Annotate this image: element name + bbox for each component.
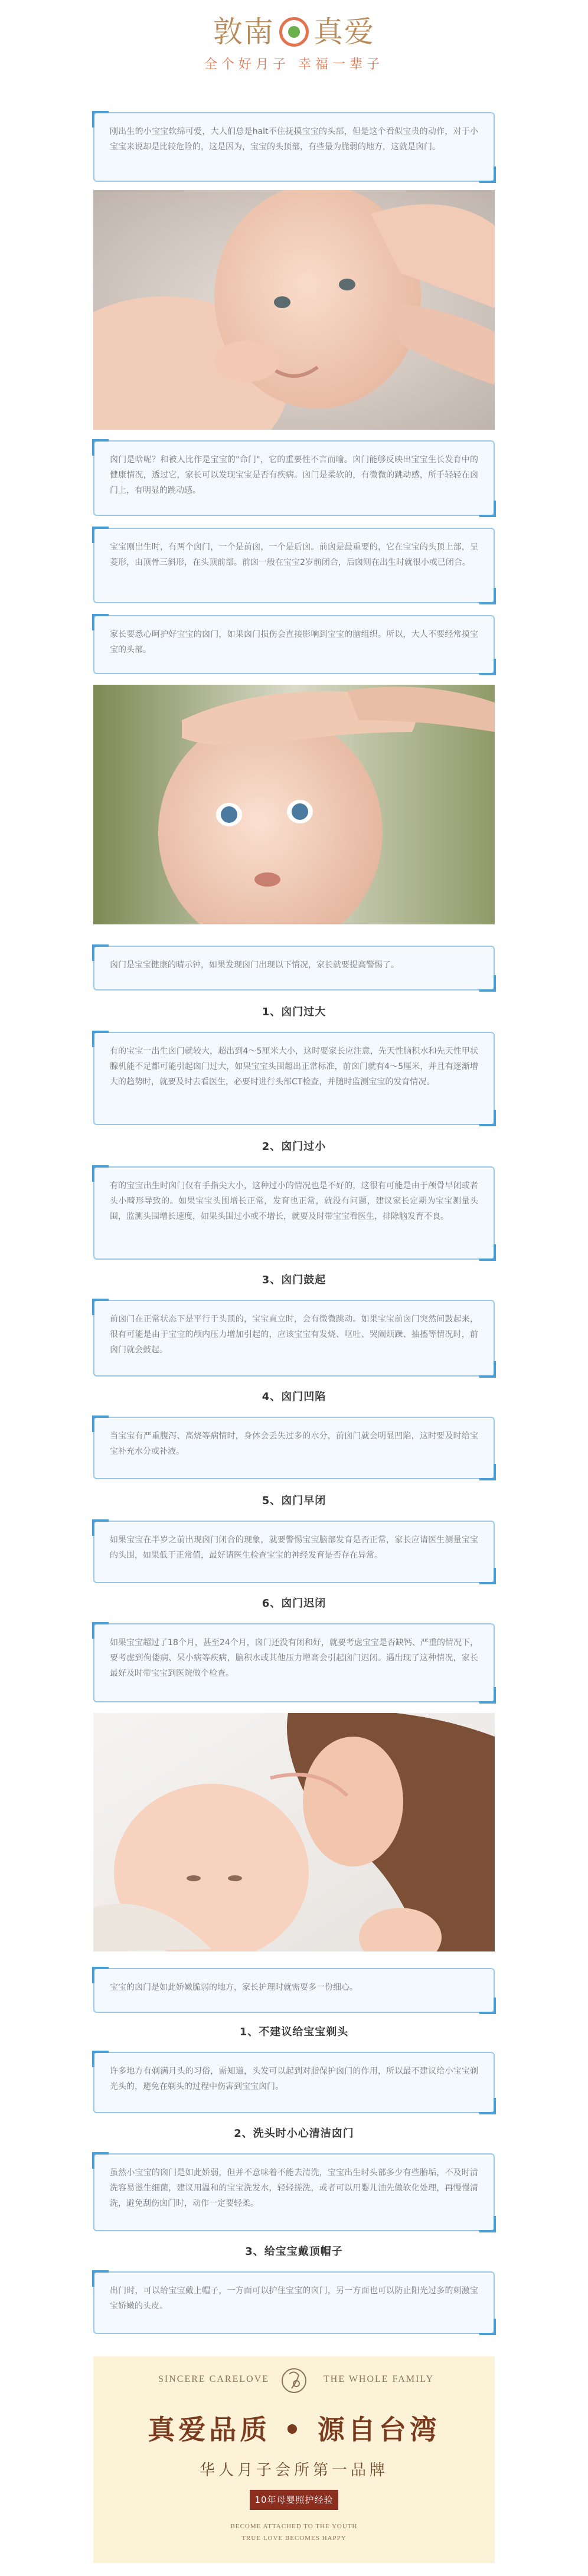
text-box-washing (93, 2153, 495, 2231)
paragraph: 前囟门在正常状态下是平行于头顶的，宝宝直立时，会有微微跳动。如果宝宝前囟门突然间鼓起来，很有可能是由于宝宝的颅内压力增加引起的，应该宝宝有发烧、呕吐、哭闹烦躁、抽搐等情况时，前囟门就会鼓起。 (110, 1315, 478, 1355)
text-box-wear-hat (93, 2271, 495, 2334)
photo-mother-kissing-baby (93, 1713, 495, 1951)
text-box-no-shaving (93, 2052, 495, 2113)
banner-tag-left: SINCERE CARELOVE (158, 2374, 269, 2384)
section-heading: 3、囟门鼓起 (262, 1274, 326, 1286)
banner-tag-right: THE WHOLE FAMILY (324, 2374, 435, 2384)
brand-slogan: 全个好月子 幸福一辈子 (204, 57, 384, 72)
paragraph: 有的宝宝出生时囟门仅有手指尖大小，这种过小的情况也是不好的，这很有可能是由于颅骨早闭或者头小畸形导致的。如果宝宝头围增长正常，发育也正常，就没有问题，建议家长定期为宝宝测量头围，监测头围增长速度，如果头围过小或不增长，就要及时带宝宝看医生，排除脑发育不良。 (110, 1181, 478, 1221)
mother-baby-icon (281, 2365, 307, 2397)
paragraph: 囟门是啥呢？和被人比作是宝宝的"命门"，它的重要性不言而喻。囟门能够反映出宝宝生长发育中的健康情况，透过它，家长可以发现宝宝是否有疾病。囟门是柔软的，有微微的跳动感，所手轻轻在囟门上，有明显的跳动感。 (110, 455, 478, 495)
paragraph: 许多地方有剃满月头的习俗，需知道，头发可以起到对脂保护囟门的作用，所以最不建议给小宝宝剃光头的，避免在剃头的过程中伤害到宝宝囟门。 (110, 2067, 478, 2091)
photo-baby-lying (93, 190, 495, 430)
banner-subtitle: 华人月子会所第一品牌 (199, 2461, 388, 2479)
section-heading: 5、囟门早闭 (262, 1495, 326, 1507)
section-heading: 1、不建议给宝宝剃头 (239, 2026, 349, 2038)
section-heading: 4、囟门凹陷 (262, 1391, 326, 1403)
text-box-care-intro (93, 1968, 495, 2013)
brand-name-left: 敦南 (213, 15, 275, 49)
banner-title: 真爱品质 • 源自台湾 (148, 2414, 440, 2446)
text-box-care-warning (93, 615, 495, 674)
photo-baby-hand-on-head (93, 685, 495, 924)
brand-logo-group (0, 13, 588, 51)
paragraph: 如果宝宝在半岁之前出现囟门闭合的现象，就要警惕宝宝脑部发育是否正常，家长应请医生测量宝宝的头围，如果低于正常值，最好请医生检查宝宝的神经发育是否存在异常。 (110, 1535, 478, 1560)
text-box-fontanel-definition (93, 440, 495, 516)
paragraph: 囟门是宝宝健康的晴示钟，如果发现囟门出现以下情况，家长就要提高警惕了。 (110, 960, 399, 970)
brand-name-right: 真爱 (313, 15, 375, 49)
text-box-fontanel-large (93, 1032, 495, 1125)
paragraph: 有的宝宝一出生囟门就较大，超出到4～5厘米大小，这时要家长应注意，先天性脑积水和先天性甲状腺机能不足都可能引起囟门过大，如果宝宝头围超出正常标准，前囟门就有4～5厘米，并且有逐渐增大的趋势时，就要及时去看医生，必要时进行头部CT检查，并随时监测宝宝的发育情况。 (110, 1047, 478, 1087)
paragraph: 家长要悉心呵护好宝宝的囟门，如果囟门损伤会直接影响到宝宝的脑组织。所以，大人不要经常摸宝宝的头部。 (110, 630, 478, 655)
section-heading: 3、给宝宝戴顶帽子 (245, 2245, 343, 2258)
banner-motto-line-1: BECOME ATTACHED TO THE YOUTH (230, 2523, 358, 2530)
text-box-fontanel-small (93, 1166, 495, 1260)
section-heading: 2、囟门过小 (262, 1140, 326, 1153)
text-box-fontanel-types (93, 528, 495, 603)
text-box-health-alarm (93, 946, 495, 990)
footer-banner (93, 2356, 495, 2563)
text-box-intro (93, 112, 495, 182)
section-heading: 1、囟门过大 (262, 1006, 326, 1018)
brand-circle-icon (279, 17, 309, 47)
paragraph: 刚出生的小宝宝软绵可爱，大人们总是halt不住抚摸宝宝的头部，但是这个看似宝贵的动作，对于小宝宝来说却是比较危险的，这是因为，宝宝的头顶部，有些最为脆弱的地方，这就是囟门。 (110, 127, 478, 152)
banner-motto-line-2: TRUE LOVE BECOMES HAPPY (241, 2535, 347, 2542)
paragraph: 出门时，可以给宝宝戴上帽子，一方面可以护住宝宝的囟门，另一方面也可以防止阳光过多的刺激宝宝娇嫩的头皮。 (110, 2286, 478, 2311)
banner-experience-badge: 10年母婴照护经验 (250, 2490, 338, 2510)
page-header (0, 0, 588, 89)
paragraph: 宝宝刚出生时，有两个囟门，一个是前囟，一个是后囟。前囟是最重要的，它在宝宝的头顶上部，呈菱形，由顶骨三斜形，在头顶前部。前囟一般在宝宝2岁前闭合，后囟则在出生时就很小或已闭合。 (110, 542, 478, 567)
section-heading: 6、囟门迟闭 (262, 1597, 326, 1610)
paragraph: 宝宝的囟门是如此娇嫩脆弱的地方，家长护理时就需要多一份细心。 (110, 1983, 358, 1992)
paragraph: 如果宝宝超过了18个月，甚至24个月，囟门还没有闭和好，就要考虑宝宝是否缺钙、严重的情况下，要考虑到佝偻病、呆小病等疾病，脑积水或其他压力增高会引起囟门迟闭。遇出现了这种情况，家长最好及时带宝宝到医院做个检查。 (110, 1638, 478, 1678)
paragraph: 当宝宝有严重腹泻、高烧等病情时，身体会丢失过多的水分，前囟门就会明显凹陷，这时要及时给宝宝补充水分或补液。 (110, 1431, 478, 1456)
text-box-fontanel-bulge (93, 1300, 495, 1377)
text-box-fontanel-sunken (93, 1417, 495, 1479)
section-heading: 2、洗头时小心清洁囟门 (234, 2127, 354, 2140)
paragraph: 虽然小宝宝的囟门是如此娇弱，但并不意味着不能去清洗，宝宝出生时头部多少有些胎垢，不及时清洗容易滋生细菌，建议用温和的宝宝洗发水，轻轻搓洗，或者可以用婴儿油先做软化处理，再慢慢清洗，避免刮伤囟门时，动作一定要轻柔。 (110, 2168, 478, 2208)
text-box-fontanel-late-close (93, 1623, 495, 1702)
text-box-fontanel-early-close (93, 1521, 495, 1583)
